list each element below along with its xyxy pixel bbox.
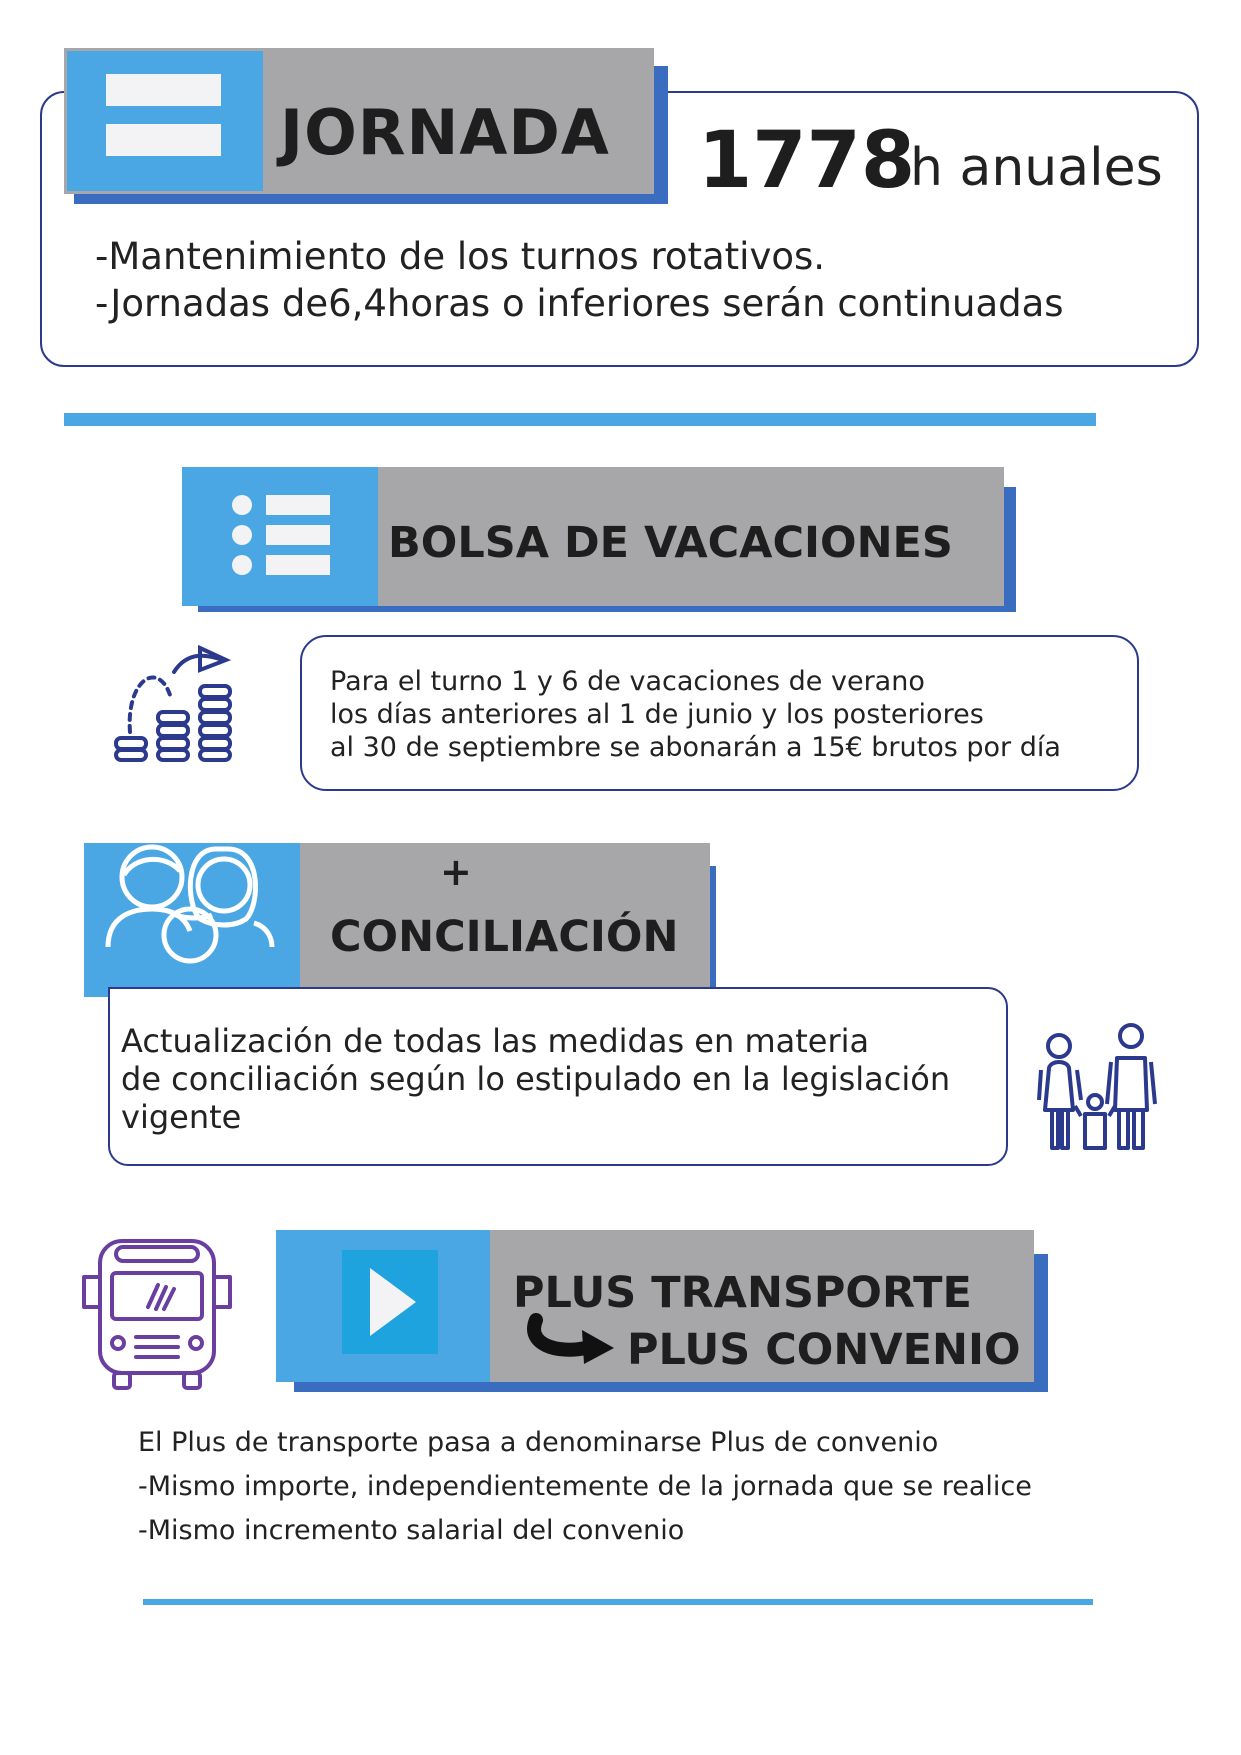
- family-icon: [1035, 1020, 1160, 1152]
- jornada-hours-unit: h anuales: [910, 138, 1163, 198]
- vacaciones-line-2: los días anteriores al 1 de junio y los posteriores: [330, 699, 984, 730]
- menu-icon: [106, 74, 221, 164]
- conciliacion-title: CONCILIACIÓN: [330, 912, 679, 962]
- transporte-line-3: -Mismo incremento salarial del convenio: [138, 1515, 685, 1546]
- conciliacion-line-3: vigente: [121, 1098, 242, 1136]
- transporte-title-2: PLUS CONVENIO: [627, 1325, 1021, 1375]
- list-icon: [232, 493, 332, 577]
- jornada-line-2: -Jornadas de6,4horas o inferiores serán continuadas: [95, 282, 1064, 325]
- conciliacion-line-2: de conciliación según lo estipulado en la legislación: [121, 1060, 951, 1098]
- conciliacion-line-1: Actualización de todas las medidas en materia: [121, 1022, 870, 1060]
- curved-arrow-icon: [526, 1310, 616, 1366]
- coins-growth-icon: [108, 640, 238, 762]
- vacaciones-line-3: al 30 de septiembre se abonarán a 15€ brutos por día: [330, 732, 1061, 763]
- transporte-title-1: PLUS TRANSPORTE: [513, 1268, 972, 1318]
- divider-1: [64, 413, 1096, 426]
- jornada-line-1: -Mantenimiento de los turnos rotativos.: [95, 235, 826, 278]
- vacaciones-title: BOLSA DE VACACIONES: [388, 518, 953, 568]
- conciliacion-plus: +: [440, 850, 472, 894]
- divider-2: [143, 1599, 1093, 1605]
- transporte-line-2: -Mismo importe, independientemente de la jornada que se realice: [138, 1471, 1032, 1502]
- jornada-title: JORNADA: [280, 96, 610, 169]
- family-faces-icon: [104, 835, 276, 975]
- bus-icon: [80, 1237, 234, 1392]
- vacaciones-line-1: Para el turno 1 y 6 de vacaciones de verano: [330, 666, 925, 697]
- transporte-line-1: El Plus de transporte pasa a denominarse Plus de convenio: [138, 1427, 939, 1458]
- jornada-hours-value: 1778: [698, 116, 916, 206]
- play-icon: [342, 1250, 438, 1354]
